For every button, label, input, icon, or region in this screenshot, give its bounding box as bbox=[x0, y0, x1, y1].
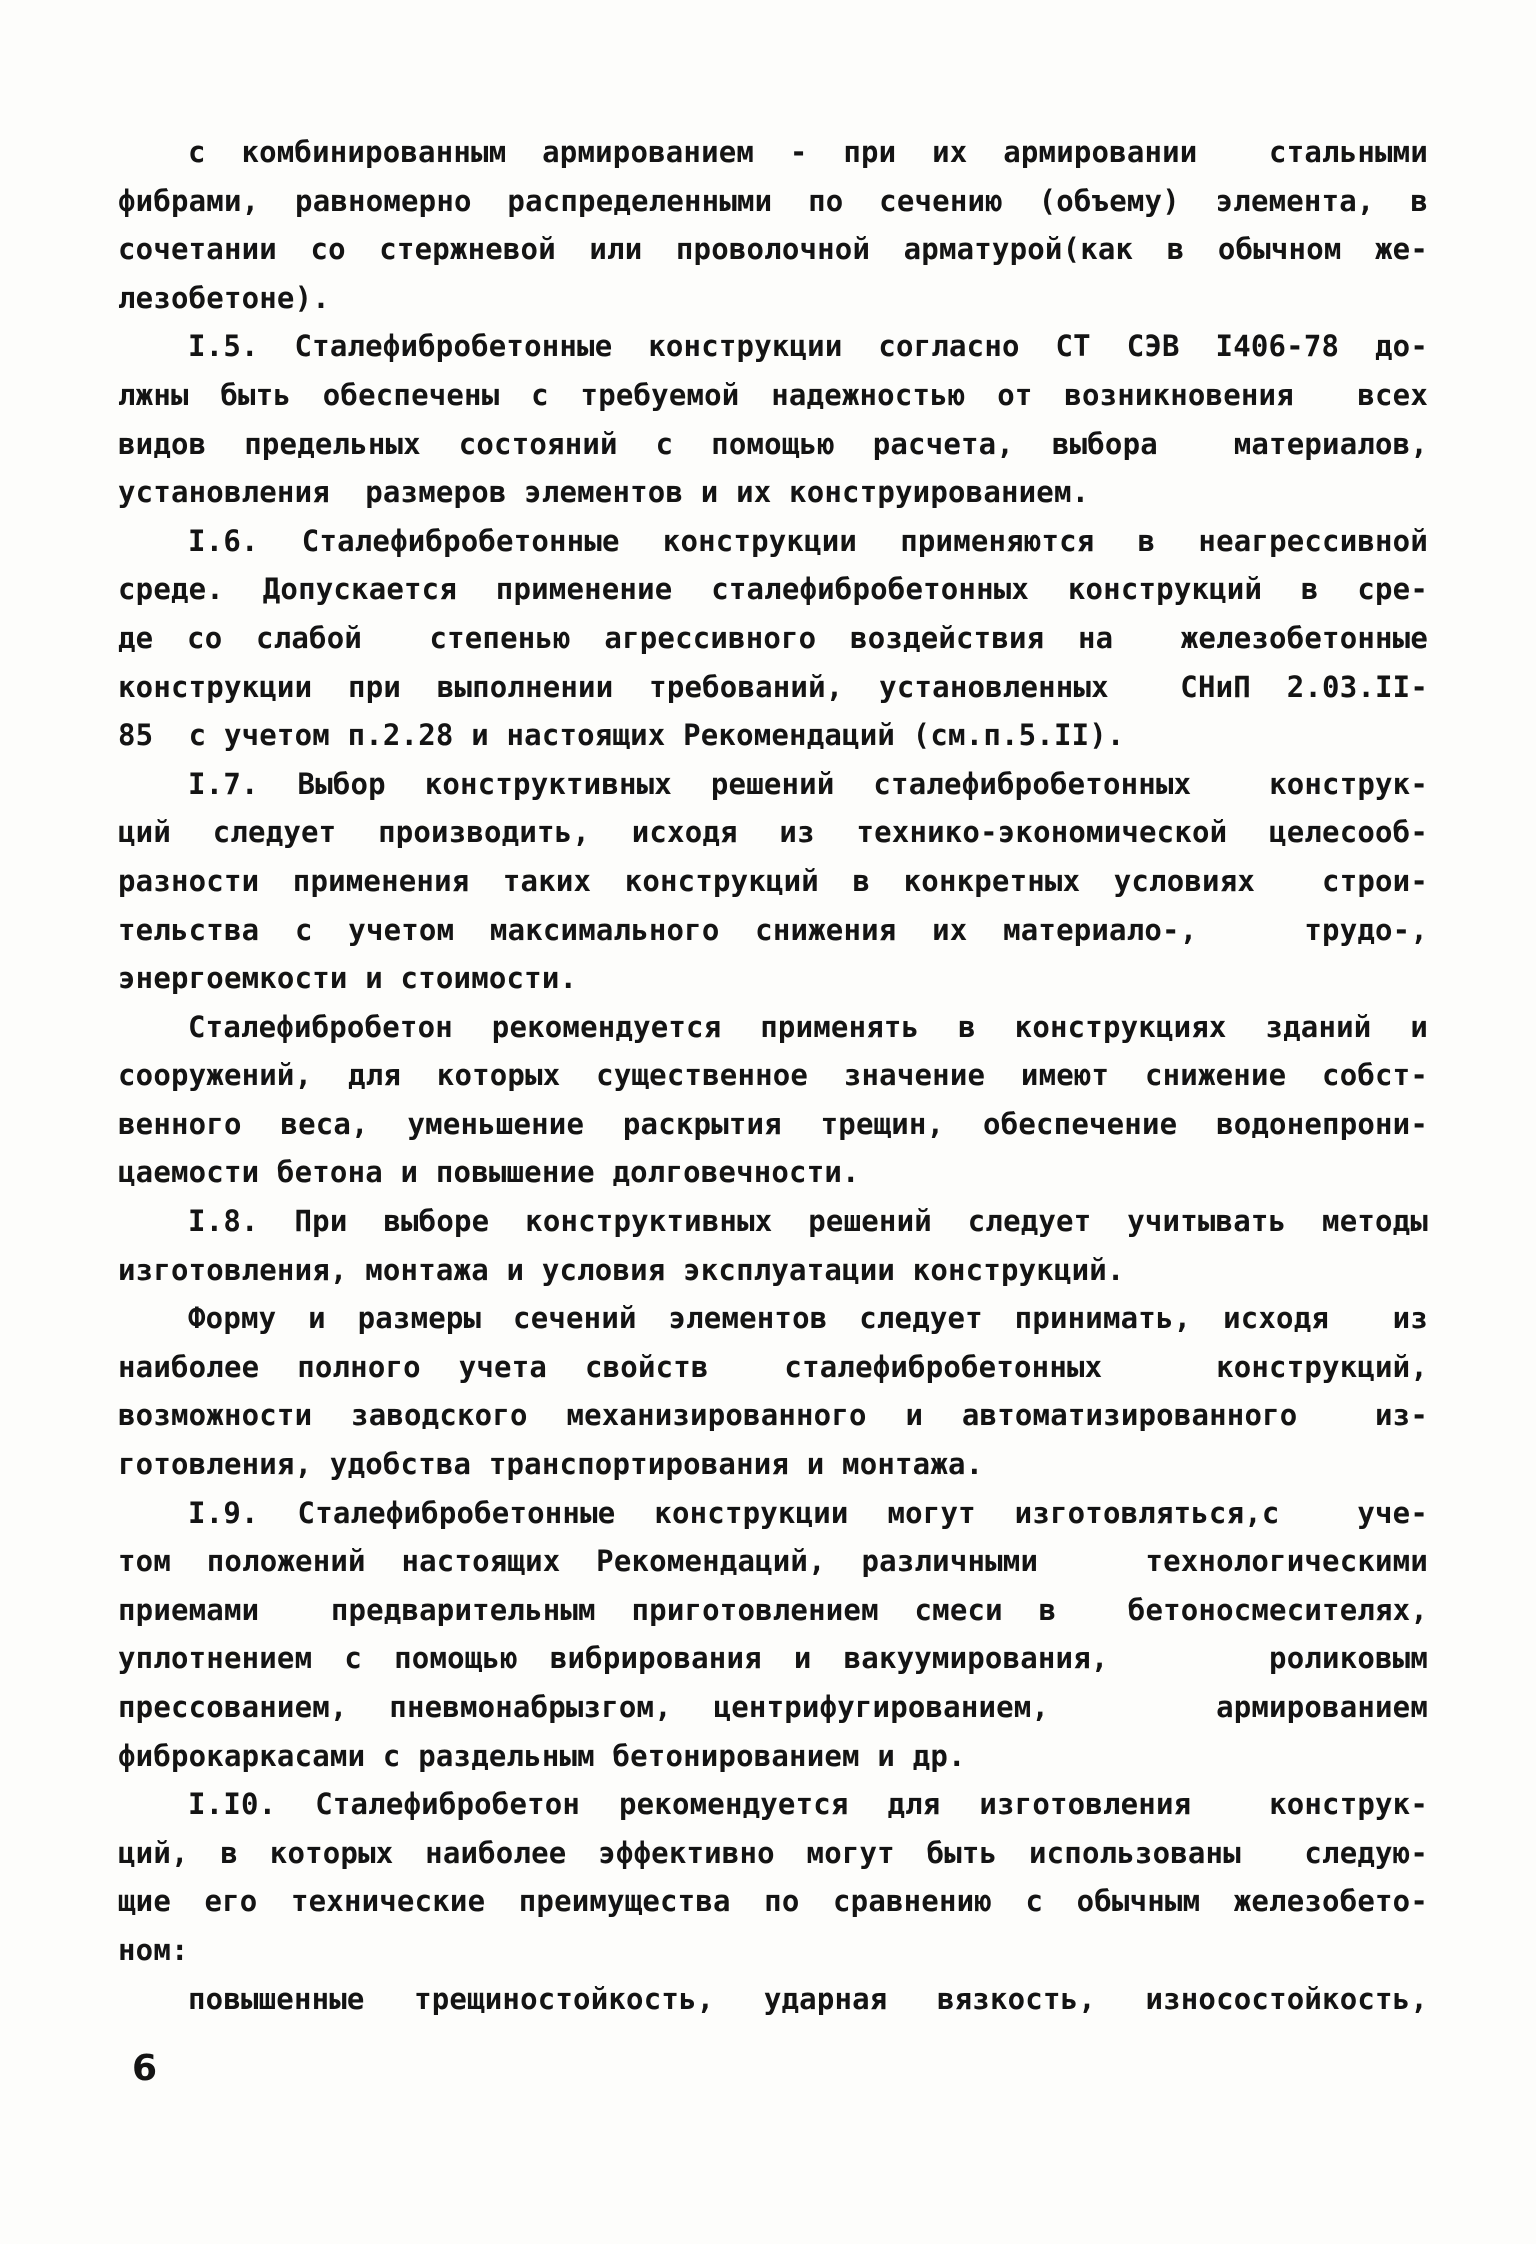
text-line: тельства с учетом максимального снижения их материало-, трудо-, bbox=[118, 912, 1428, 947]
text-line: конструкции при выполнении требований, установленных СНиП 2.03.II- bbox=[118, 669, 1428, 704]
text-line: ций следует производить, исходя из технико-экономической целесооб- bbox=[118, 815, 1428, 850]
text-line: цаемости бетона и повышение долговечности. bbox=[118, 1155, 860, 1190]
text-line: I.5. Сталефибробетонные конструкции согласно СТ СЭВ I406-78 до- bbox=[188, 329, 1428, 364]
text-line: ций, в которых наиболее эффективно могут быть использованы следую- bbox=[118, 1835, 1428, 1870]
text-line: венного веса, уменьшение раскрытия трещин, обеспечение водонепрони- bbox=[118, 1106, 1428, 1141]
text-line: приемами предварительным приготовлением смеси в бетоносмесителях, bbox=[118, 1592, 1428, 1627]
text-line: установления размеров элементов и их конструированием. bbox=[118, 475, 1090, 510]
text-line: среде. Допускается применение сталефибробетонных конструкций в сре- bbox=[118, 572, 1428, 607]
text-line: наиболее полного учета свойств сталефибробетонных конструкций, bbox=[118, 1349, 1428, 1384]
text-line: Сталефибробетон рекомендуется применять в конструкциях зданий и bbox=[188, 1009, 1428, 1044]
text-line: изготовления, монтажа и условия эксплуатации конструкций. bbox=[118, 1252, 1125, 1287]
text-line: Форму и размеры сечений элементов следует принимать, исходя из bbox=[188, 1301, 1428, 1336]
text-line: сооружений, для которых существенное значение имеют снижение собст- bbox=[118, 1058, 1428, 1093]
text-line: щие его технические преимущества по сравнению с обычным железобето- bbox=[118, 1884, 1428, 1919]
text-line: I.I0. Сталефибробетон рекомендуется для изготовления конструк- bbox=[188, 1787, 1428, 1822]
text-line: готовления, удобства транспортирования и монтажа. bbox=[118, 1447, 984, 1482]
text-line: де со слабой степенью агрессивного воздействия на железобетонные bbox=[118, 620, 1428, 655]
text-line: фибрами, равномерно распределенными по сечению (объему) элемента, в bbox=[118, 183, 1428, 218]
text-line: ном: bbox=[118, 1932, 189, 1967]
text-line: I.9. Сталефибробетонные конструкции могут изготовляться,с уче- bbox=[188, 1495, 1428, 1530]
text-line: лжны быть обеспечены с требуемой надежностью от возникновения всех bbox=[118, 377, 1428, 412]
text-line: прессованием, пневмонабрызгом, центрифугированием, армированием bbox=[118, 1690, 1428, 1724]
text-line: возможности заводского механизированного и автоматизированного из- bbox=[118, 1398, 1428, 1433]
text-line: повышенные трещиностойкость, ударная вязкость, износостойкость, bbox=[188, 1981, 1428, 2016]
text-line: I.8. При выборе конструктивных решений следует учитывать методы bbox=[188, 1204, 1428, 1239]
text-line: I.7. Выбор конструктивных решений сталефибробетонных конструк- bbox=[188, 766, 1428, 801]
text-line: I.6. Сталефибробетонные конструкции применяются в неагрессивной bbox=[188, 523, 1428, 558]
text-line: уплотнением с помощью вибрирования и вакуумирования, роликовым bbox=[118, 1641, 1428, 1676]
text-line: разности применения таких конструкций в конкретных условиях строи- bbox=[118, 863, 1428, 898]
text-line: с комбинированным армированием - при их армировании стальными bbox=[188, 135, 1428, 169]
text-line: том положений настоящих Рекомендаций, различными технологическими bbox=[118, 1544, 1428, 1579]
body-text bbox=[118, 128, 1428, 2023]
page-number: 6 bbox=[132, 2048, 158, 2089]
text-line: фиброкаркасами с раздельным бетонированием и др. bbox=[118, 1738, 966, 1773]
text-line: видов предельных состояний с помощью расчета, выбора материалов, bbox=[118, 426, 1428, 461]
text-line: 85 с учетом п.2.28 и настоящих Рекомендаций (см.п.5.II). bbox=[118, 718, 1125, 753]
text-line: энергоемкости и стоимости. bbox=[118, 961, 578, 996]
text-line: сочетании со стержневой или проволочной арматурой(как в обычном же- bbox=[118, 232, 1428, 267]
text-line: лезобетоне). bbox=[118, 280, 330, 315]
